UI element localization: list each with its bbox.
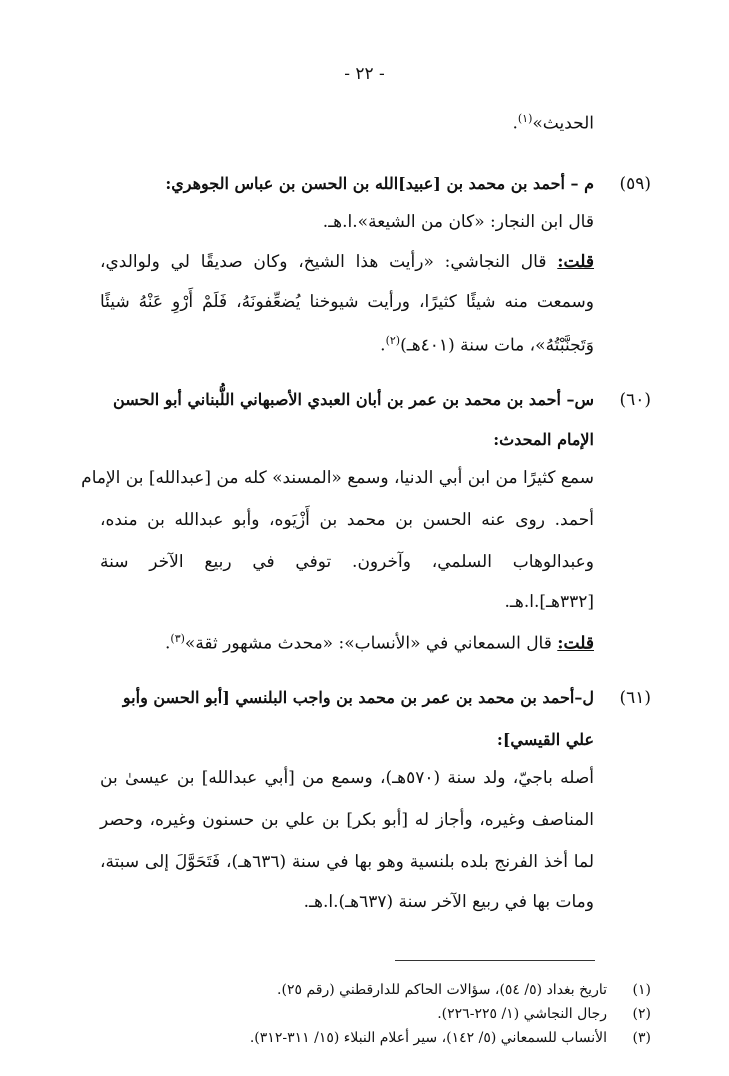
entry-text-line: وعبدالوهاب السلمي، وآخرون. توفي في ربيع الآخر سنة — [100, 552, 594, 572]
entry-text-line: لما أخذ الفرنج بلده بلنسية وهو بها في سنة (٦٣٦هـ)، فَتَحَوَّلَ إلى سبتة، — [100, 852, 594, 872]
footnote-text: تاريخ بغداد (٥/ ٥٤)، سؤالات الحاكم للدارقطني (رقم ٢٥). — [277, 982, 607, 998]
footnote-divider — [395, 960, 595, 961]
footnote-number: (٣) — [632, 1030, 651, 1046]
qult-text-line: وسمعت منه شيئًا كثيرًا، ورأيت شيوخنا يُضعِّفونَهُ، فَلَمْ أَرْوِ عَنْهُ شيئًا — [100, 292, 594, 312]
entry-heading-cont: علي القيسي]: — [496, 730, 594, 749]
entry-heading: ل–أحمد بن محمد بن عمر بن محمد بن واجب البلنسي [أبو الحسن وأبو — [122, 688, 594, 707]
entry-number: (٦٠) — [619, 390, 651, 410]
qult-label: قلت: — [557, 252, 595, 272]
qult-line: قلت: قال السمعاني في «الأنساب»: «محدث مشهور ثقة»$^{(٣)}$. — [165, 632, 594, 654]
qult-text: قال النجاشي: «رأيت هذا الشيخ، وكان صديقًا لي ولوالدي، — [100, 252, 547, 272]
footnote-ref: (٣) — [170, 632, 185, 645]
qult-text: وَتَجنَّبْتُهُ»، مات سنة (٤٠١هـ) — [400, 335, 594, 356]
entry-heading: م – أحمد بن محمد بن [عبيد]الله بن الحسن بن عباس الجوهري: — [165, 174, 594, 193]
entry-text-line: [٣٣٢هـ].ا.هـ. — [504, 592, 594, 612]
footnote-text: الأنساب للسمعاني (٥/ ١٤٢)، سير أعلام النبلاء (١٥/ ٣١١-٣١٢). — [249, 1030, 607, 1046]
entry-number: (٥٩) — [619, 174, 651, 194]
qult-label: قلت: — [557, 633, 594, 654]
qult-line — [100, 252, 594, 272]
intro-end: . — [512, 113, 518, 134]
period: . — [380, 335, 386, 356]
footnote-ref: (١) — [517, 112, 533, 125]
entry-heading-cont: الإمام المحدث: — [493, 430, 594, 449]
footnote-text: رجال النجاشي (١/ ٢٢٥-٢٢٦). — [437, 1006, 607, 1022]
qult-text-line — [380, 334, 594, 356]
footnote-ref: (٢) — [385, 334, 401, 347]
page-number: - ٢٢ - — [344, 64, 385, 84]
entry-text-line: سمع كثيرًا من ابن أبي الدنيا، وسمع «المسند» كله من [عبدالله] بن الإمام — [81, 468, 594, 488]
intro-text: الحديث» — [532, 113, 594, 134]
qult-text: قال السمعاني في «الأنساب»: «محدث مشهور ثقة» — [184, 633, 552, 654]
entry-text-line: ومات بها في ربيع الآخر سنة (٦٣٧هـ).ا.هـ. — [303, 892, 594, 912]
entry-text-line: أصله باجيّ، ولد سنة (٥٧٠هـ)، وسمع من [أبي عبدالله] بن عيسىٰ بن — [100, 768, 595, 788]
entry-text-line: أحمد. روى عنه الحسن بن محمد بن أَزْيَوه، وأبو عبدالله بن منده، — [100, 510, 594, 530]
entry-text-line: قال ابن النجار: «كان من الشيعة».ا.هـ. — [322, 212, 594, 232]
footnote-number: (٢) — [632, 1006, 651, 1022]
entry-heading: س– أحمد بن محمد بن عمر بن أبان العبدي الأصبهاني اللُّبناني أبو الحسن — [113, 390, 594, 409]
intro-line — [512, 112, 594, 134]
entry-number: (٦١) — [619, 688, 651, 708]
footnote-number: (١) — [632, 982, 651, 998]
entry-text-line: المناصف وغيره، وأجاز له [أبو بكر] بن علي بن حسنون وغيره، وحصر — [100, 810, 594, 830]
